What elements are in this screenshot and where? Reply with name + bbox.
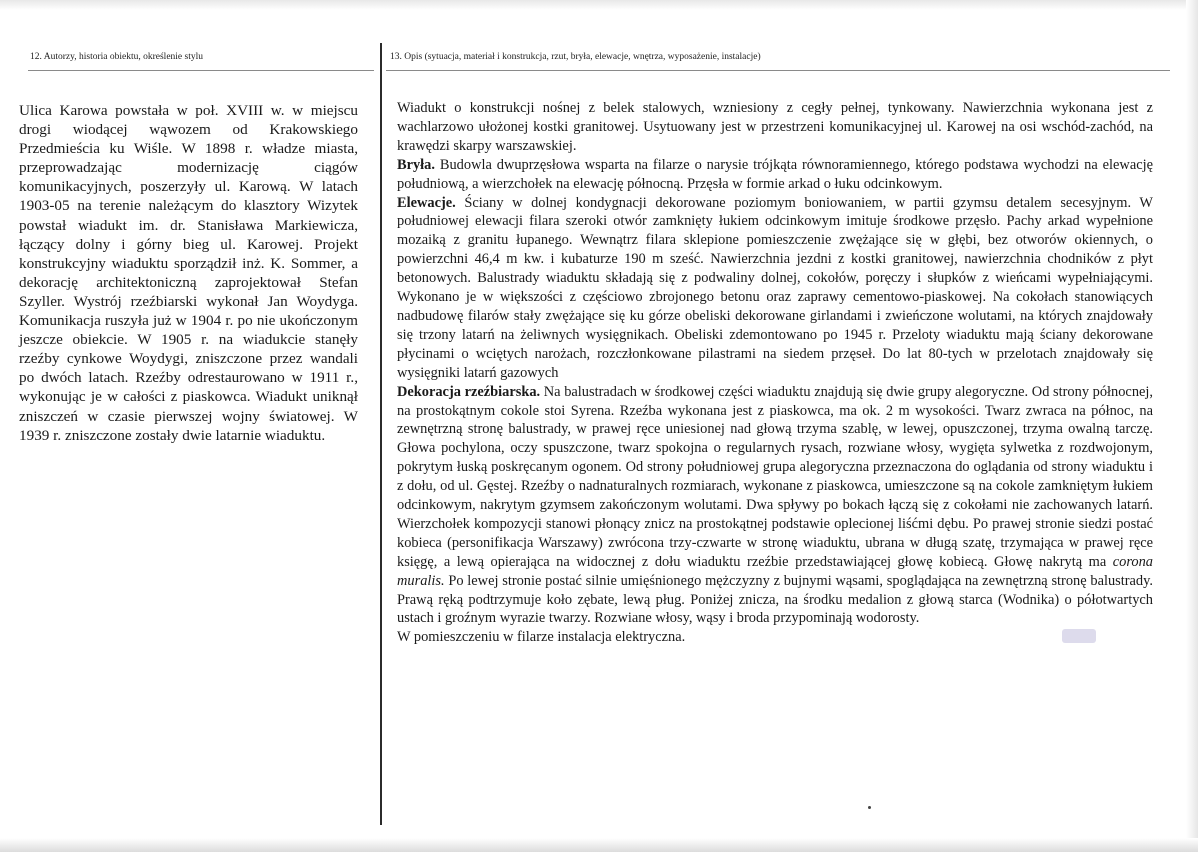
left-column-header: 12. Autorzy, historia obiektu, określenie stylu (28, 43, 374, 71)
scan-edge-right (1186, 0, 1198, 852)
scan-edge-bottom (0, 838, 1198, 852)
bryla-paragraph (397, 156, 1153, 194)
scan-edge-top (0, 0, 1198, 10)
closing-paragraph (397, 628, 1153, 647)
elewacje-text: Ściany w dolnej kondygnacji dekorowane poziomym boniowaniem, w partii gzymsu detalem secesyjnym. W południowej elewacji filara szeroki otwór zamknięty łukiem odcinkowym imituje środkowe przęsło. Pachy arkad wypełnione mozaiką z granitu łupanego. Wewnątrz filara sklepione pomieszczenie zwężające się w głębi, bez otworów okiennych, o powierzchni 46,4 m kw. i kubaturze 190 m sześć. Nawierzchnia jezdni z kostki granitowej, nawierzchnia chodników z płyt betonowych. Balustrady wiaduktu składają się z podwaliny dolnej, cokołów, poręczy i słupków z wieńcami wypełniającymi. Wykonano je w większości z częściowo zbrojonego betonu oraz zaprawy cementowo-piaskowej. Na cokołach stanowiących nadbudowę filarów stały zwężające się ku górze obeliski dekorowane girlandami i zwieńczone wolutami, na których znajdowały się trzony latarń na żeliwnych wysięgnikach. Obeliski zdemontowano po 1945 r. Przeloty wiaduktu mają ściany dekorowane płycinami o wciętych narożach, rozczłonkowane pilastrami na siedem przęseł. Do lat 80-tych w przelotach znajdowały się wysięgniki latarń gazowych (397, 194, 1153, 381)
bryla-text: Budowla dwuprzęsłowa wsparta na filarze o narysie trójkąta równoramiennego, którego podstawa wychodzi na elewację południową, a wierzchołek na elewację północną. Przęsła w formie arkad o łuku odcinkowym. (397, 156, 1153, 192)
closing-text: W pomieszczeniu w filarze instalacja elektryczna. (397, 629, 686, 646)
elewacje-paragraph (397, 194, 1153, 383)
scan-speck (868, 806, 871, 809)
dekoracja-text-part1: Na balustradach w środkowej części wiaduktu znajdują się dwie grupy alegoryczne. Od strony północnej, na prostokątnym cokole stoi Syrena. Rzeźba wykonana jest z piaskowca, ma ok. 2 m wysokości. Twarz zwraca na północ, na zewnętrzną stronę balustrady, w prawej ręce uniesionej nad głową trzyma szablę, w lewej, opuszczonej, trzyma owalną tarczę. Głowa pochylona, oczy spuszczone, twarz spokojna o regularnych rysach, rozwiane włosy, wygięta sylwetka z rozdwojonym, pokrytym łuską poskręcanym ogonem. Od strony południowej grupa alegoryczna przeznaczona do oglądania od strony wiaduktu i z dołu, od ul. Gęstej. Rzeźby o nadnaturalnych rozmiarach, wykonane z piaskowca, umieszczone są na cokole zamkniętym łukiem odcinkowym, nakrytym gzymsem zakończonym wolutami. Dwa spływy po bokach łączą się z cokołami nie zachowanych latarń. Wierzchołek kompozycji stanowi płonący znicz na prostokątnej podstawie oplecionej liśćmi dębu. Po prawej stronie siedzi postać kobieca (personifikacja Warszawy) zwrócona trzy-czwarte w stronę wiaduktu, ubrana w długą szatę, trzymająca w prawej ręce księgę, a lewą opierająca na widocznej z dołu wiaduktu rzeźbie przedstawiającej głowę kobiecą. Głowę nakrytą ma (397, 383, 1153, 570)
elewacje-label: Elewacje. (397, 194, 456, 211)
dekoracja-paragraph (397, 383, 1153, 629)
intro-paragraph (397, 99, 1153, 156)
dekoracja-text-part2: Po lewej stronie postać silnie umięśnionego mężczyzny z bujnymi wąsami, spoglądająca na zewnętrzną stronę balustrady. Prawą ręką podtrzymuje koło zębate, lewą pług. Poniżej znicza, na środku medalion z głową starca (Wodnika) o półotwartych ustach i groźnym wyrazie twarzy. Rozwiane włosy, wąsy i broda przypominają wodorosty. (397, 572, 1153, 627)
dekoracja-label: Dekoracja rzeźbiarska. (397, 383, 541, 400)
intro-text: Wiadukt o konstrukcji nośnej z belek stalowych, wzniesiony z cegły pełnej, tynkowany. Nawierzchnia wykonana jest z wachlarzowo ułożonej kostki granitowej. Usytuowany jest w przestrzeni komunikacyjnej ul. Karowej na osi wschód-zachód, na krawędzi skarpy warszawskiej. (397, 100, 1153, 154)
description-column (397, 99, 1153, 647)
bryla-label: Bryła. (397, 156, 435, 173)
right-column-header: 13. Opis (sytuacja, materiał i konstrukcja, rzut, bryła, elewacje, wnętrza, wyposażenie, instalacje) (386, 43, 1170, 71)
highlighter-mark (1062, 629, 1096, 643)
history-text: Ulica Karowa powstała w poł. XVIII w. w miejscu drogi wiodącej wąwozem od Krakowskiego Przedmieścia ku Wiśle. W 1898 r. władze miasta, przeprowadzając modernizację ciągów komunikacyjnych, poszerzyły ul. Karową. W latach 1903-05 na terenie należącym do klasztory Wizytek powstał wiadukt im. dr. Stanisława Markiewicza, łączący dolny i górny bieg ul. Karowej. Projekt konstrukcyjny wiaduktu sporządził inż. K. Sommer, a dekorację architektoniczną zaprojektował Stefan Szyller. Wystrój rzeźbiarski wykonał Jan Woydyga. Komunikacja ruszyła już w 1904 r. po nie ukończonym jeszcze obiekcie. W 1905 r. na wiadukcie stanęły rzeźby cynkowe Woydygi, zniszczone przez wandali po dwóch latach. Rzeźby odrestaurowano w 1911 r., wykonując je w całości z piaskowca. Wiadukt uniknął zniszczeń w czasie pierwszej wojny światowej. W 1939 r. zniszczone zostały dwie latarnie wiaduktu. (19, 102, 358, 444)
column-divider (380, 43, 382, 825)
corona-muralis-phrase: corona muralis. (397, 553, 1153, 589)
